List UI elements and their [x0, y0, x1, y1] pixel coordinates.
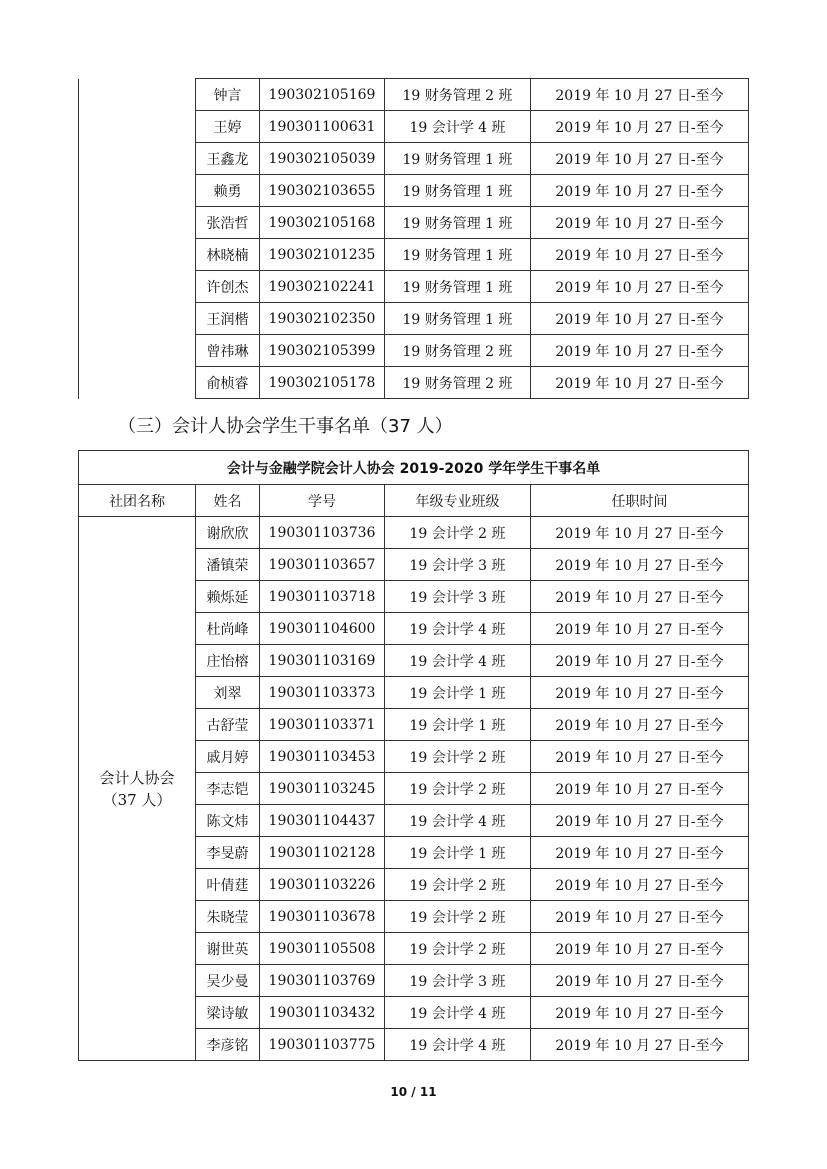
term: 2019 年 10 月 27 日-至今 [531, 965, 749, 997]
class-name: 19 会计学 2 班 [385, 741, 531, 773]
class-name: 19 会计学 1 班 [385, 709, 531, 741]
class-name: 19 财务管理 1 班 [385, 303, 531, 335]
class-name: 19 财务管理 1 班 [385, 207, 531, 239]
student-id: 190301103678 [260, 901, 385, 933]
student-id: 190301103736 [260, 517, 385, 549]
student-id: 190301103169 [260, 645, 385, 677]
class-name: 19 会计学 4 班 [385, 645, 531, 677]
club-name: 会计人协会 [99, 768, 175, 787]
term: 2019 年 10 月 27 日-至今 [531, 367, 749, 399]
term: 2019 年 10 月 27 日-至今 [531, 869, 749, 901]
class-name: 19 会计学 2 班 [385, 933, 531, 965]
term: 2019 年 10 月 27 日-至今 [531, 581, 749, 613]
term: 2019 年 10 月 27 日-至今 [531, 741, 749, 773]
class-name: 19 会计学 3 班 [385, 581, 531, 613]
class-name: 19 财务管理 2 班 [385, 367, 531, 399]
member-name: 戚月婷 [196, 741, 260, 773]
student-id: 190301100631 [260, 111, 385, 143]
term: 2019 年 10 月 27 日-至今 [531, 517, 749, 549]
member-name: 王婷 [196, 111, 260, 143]
term: 2019 年 10 月 27 日-至今 [531, 111, 749, 143]
member-name: 古舒莹 [196, 709, 260, 741]
table-row [79, 79, 749, 111]
student-id: 190301102128 [260, 837, 385, 869]
term: 2019 年 10 月 27 日-至今 [531, 549, 749, 581]
club-member-count: （37 人） [102, 790, 172, 809]
header-class: 年级专业班级 [385, 485, 531, 517]
class-name: 19 会计学 2 班 [385, 901, 531, 933]
student-id: 190301103657 [260, 549, 385, 581]
header-term: 任职时间 [531, 485, 749, 517]
class-name: 19 财务管理 2 班 [385, 335, 531, 367]
member-name: 梁诗敏 [196, 997, 260, 1029]
student-id: 190302105178 [260, 367, 385, 399]
term: 2019 年 10 月 27 日-至今 [531, 303, 749, 335]
term: 2019 年 10 月 27 日-至今 [531, 1029, 749, 1061]
student-id: 190302105399 [260, 335, 385, 367]
term: 2019 年 10 月 27 日-至今 [531, 805, 749, 837]
member-name: 谢世英 [196, 933, 260, 965]
accounting-association-officer-table-body [79, 451, 749, 1061]
term: 2019 年 10 月 27 日-至今 [531, 997, 749, 1029]
term: 2019 年 10 月 27 日-至今 [531, 79, 749, 111]
member-name: 叶倩莛 [196, 869, 260, 901]
student-id: 190301103226 [260, 869, 385, 901]
member-name: 陈文炜 [196, 805, 260, 837]
header-name: 姓名 [196, 485, 260, 517]
class-name: 19 财务管理 1 班 [385, 271, 531, 303]
class-name: 19 会计学 4 班 [385, 613, 531, 645]
class-name: 19 会计学 1 班 [385, 837, 531, 869]
member-name: 潘镇荣 [196, 549, 260, 581]
student-id: 190301103769 [260, 965, 385, 997]
club-name-cell [79, 517, 196, 1061]
class-name: 19 会计学 2 班 [385, 517, 531, 549]
officer-table-continued-body [79, 79, 749, 399]
officer-table-continued [78, 78, 749, 399]
class-name: 19 财务管理 2 班 [385, 79, 531, 111]
student-id: 190302101235 [260, 239, 385, 271]
term: 2019 年 10 月 27 日-至今 [531, 709, 749, 741]
term: 2019 年 10 月 27 日-至今 [531, 175, 749, 207]
student-id: 190301105508 [260, 933, 385, 965]
member-name: 王鑫龙 [196, 143, 260, 175]
page-number: 10 / 11 [390, 1085, 437, 1099]
student-id: 190301103775 [260, 1029, 385, 1061]
student-id: 190301103371 [260, 709, 385, 741]
student-id: 190301103373 [260, 677, 385, 709]
member-name: 李彦铭 [196, 1029, 260, 1061]
member-name: 王润楷 [196, 303, 260, 335]
table-header-row [79, 485, 749, 517]
term: 2019 年 10 月 27 日-至今 [531, 207, 749, 239]
student-id: 190302105169 [260, 79, 385, 111]
member-name: 许创杰 [196, 271, 260, 303]
member-name: 俞桢睿 [196, 367, 260, 399]
member-name: 林晓楠 [196, 239, 260, 271]
class-name: 19 会计学 4 班 [385, 997, 531, 1029]
member-name: 李志铠 [196, 773, 260, 805]
class-name: 19 财务管理 1 班 [385, 143, 531, 175]
student-id: 190302102241 [260, 271, 385, 303]
accounting-association-officer-table [78, 450, 749, 1061]
class-name: 19 会计学 2 班 [385, 773, 531, 805]
member-name: 张浩哲 [196, 207, 260, 239]
student-id: 190301104600 [260, 613, 385, 645]
student-id: 190302103655 [260, 175, 385, 207]
class-name: 19 会计学 4 班 [385, 1029, 531, 1061]
term: 2019 年 10 月 27 日-至今 [531, 143, 749, 175]
student-id: 190301103718 [260, 581, 385, 613]
term: 2019 年 10 月 27 日-至今 [531, 773, 749, 805]
club-cell [79, 79, 196, 399]
member-name: 谢欣欣 [196, 517, 260, 549]
header-club: 社团名称 [79, 485, 196, 517]
student-id: 190301103453 [260, 741, 385, 773]
class-name: 19 会计学 3 班 [385, 549, 531, 581]
term: 2019 年 10 月 27 日-至今 [531, 271, 749, 303]
term: 2019 年 10 月 27 日-至今 [531, 933, 749, 965]
class-name: 19 会计学 3 班 [385, 965, 531, 997]
student-id: 190302105168 [260, 207, 385, 239]
student-id: 190302105039 [260, 143, 385, 175]
member-name: 吴少曼 [196, 965, 260, 997]
term: 2019 年 10 月 27 日-至今 [531, 677, 749, 709]
class-name: 19 会计学 1 班 [385, 677, 531, 709]
member-name: 朱晓莹 [196, 901, 260, 933]
table-title-row [79, 451, 749, 485]
term: 2019 年 10 月 27 日-至今 [531, 901, 749, 933]
member-name: 钟言 [196, 79, 260, 111]
term: 2019 年 10 月 27 日-至今 [531, 239, 749, 271]
member-name: 赖勇 [196, 175, 260, 207]
term: 2019 年 10 月 27 日-至今 [531, 613, 749, 645]
term: 2019 年 10 月 27 日-至今 [531, 645, 749, 677]
header-id: 学号 [260, 485, 385, 517]
table-title: 会计与金融学院会计人协会 2019-2020 学年学生干事名单 [79, 451, 749, 485]
class-name: 19 财务管理 1 班 [385, 239, 531, 271]
class-name: 19 会计学 4 班 [385, 805, 531, 837]
table-row [79, 517, 749, 549]
student-id: 190302102350 [260, 303, 385, 335]
member-name: 赖烁延 [196, 581, 260, 613]
member-name: 刘翠 [196, 677, 260, 709]
student-id: 190301103432 [260, 997, 385, 1029]
member-name: 庄怡榕 [196, 645, 260, 677]
section-heading: （三）会计人协会学生干事名单（37 人） [118, 416, 453, 437]
student-id: 190301104437 [260, 805, 385, 837]
class-name: 19 财务管理 1 班 [385, 175, 531, 207]
class-name: 19 会计学 2 班 [385, 869, 531, 901]
member-name: 曾祎琳 [196, 335, 260, 367]
term: 2019 年 10 月 27 日-至今 [531, 837, 749, 869]
member-name: 杜尚峰 [196, 613, 260, 645]
class-name: 19 会计学 4 班 [385, 111, 531, 143]
term: 2019 年 10 月 27 日-至今 [531, 335, 749, 367]
member-name: 李旻蔚 [196, 837, 260, 869]
student-id: 190301103245 [260, 773, 385, 805]
